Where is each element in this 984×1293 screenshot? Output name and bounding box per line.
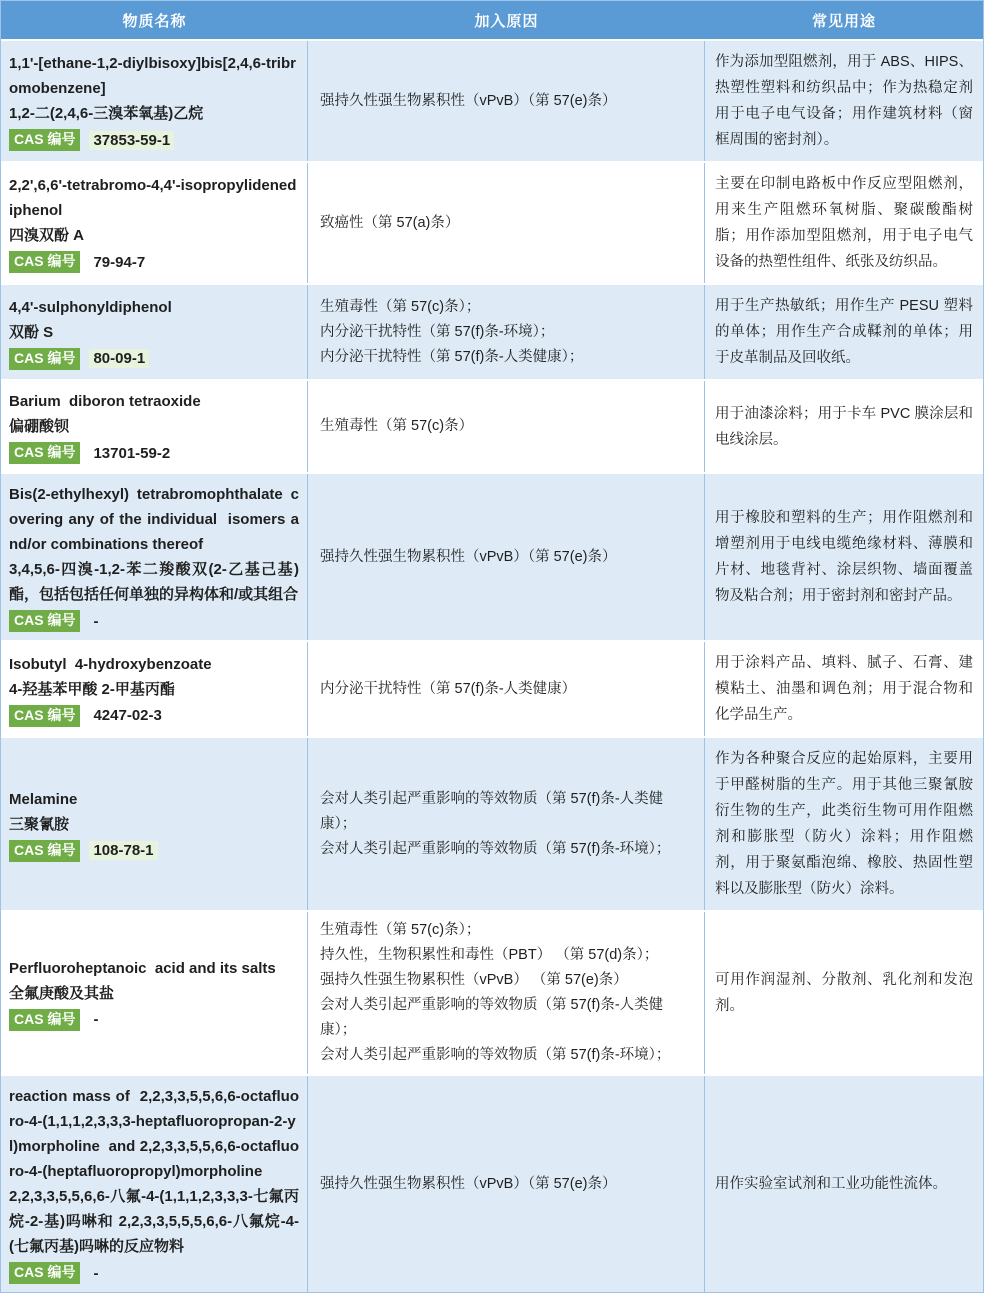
use-cell [705,1076,983,1292]
cas-number: 80-09-1 [89,349,149,368]
header-substance-name: 物质名称 [122,12,187,30]
reason-line: 强持久性强生物累积性（vPvB）（第 57(e)条） [320,1175,617,1192]
reason-cell [308,642,705,736]
use-text: 用于油漆涂料；用于卡车 PVC 膜涂层和电线涂层。 [715,405,973,448]
use-text: 作为添加型阻燃剂，用于 ABS、HIPS、热塑性塑料和纺织品中；作为热稳定剂用于电子电气设备；用作建筑材料（窗框周围的密封剂）。 [715,54,973,148]
substance-name-en: 2,2',6,6'-tetrabromo-4,4'-isopropylidenediphenol [9,177,297,219]
use-text: 用于生产热敏纸；用作生产 PESU 塑料的单体；用作生产合成鞣剂的单体；用于皮革制品及回收纸。 [715,298,973,366]
reason-line: 会对人类引起严重影响的等效物质（第 57(f)条-环境）； [320,1047,671,1063]
cas-label-badge: CAS 编号 [9,348,80,370]
cas-label-badge: CAS 编号 [9,840,80,862]
reason-line: 内分泌干扰特性（第 57(f)条-人类健康） [320,680,577,697]
cas-number: 79-94-7 [93,253,146,271]
table-row [1,163,983,285]
table-row [1,642,983,738]
cas-line [9,1262,299,1284]
reason-line: 强持久性强生物累积性（vPvB） （第 57(e)条） [320,972,628,988]
use-cell [705,474,983,640]
use-cell [705,163,983,283]
reason-line: 致癌性（第 57(a)条） [320,214,460,231]
substance-name-cn: 1,2-二(2,4,6-三溴苯氧基)乙烷 [9,105,204,122]
cas-number: - [93,1011,99,1028]
cas-label-badge: CAS 编号 [9,1009,80,1031]
use-text: 用于橡胶和塑料的生产；用作阻燃剂和增塑剂用于电线电缆绝缘材料、薄膜和片材、地毯背衬、涂层织物、墙面覆盖物及粘合剂；用于密封剂和密封产品。 [715,510,973,604]
cas-label-badge: CAS 编号 [9,610,80,632]
cas-line [9,129,299,151]
table-row [1,41,983,163]
substance-name-cn: 四溴双酚 A [9,227,85,244]
use-cell [705,41,983,161]
reason-line: 强持久性强生物累积性（vPvB）（第 57(e)条） [320,92,617,109]
cas-number: 4247-02-3 [93,707,162,724]
reason-line: 会对人类引起严重影响的等效物质（第 57(f)条-人类健康）； [320,997,664,1038]
substance-name-cell [1,41,308,161]
substance-name-cn: 3,4,5,6-四溴-1,2-苯二羧酸双(2-乙基己基)酯，包括包括任何单独的异构体和/或其组合 [9,561,299,603]
reason-cell [308,474,705,640]
substance-name-cell [1,738,308,910]
table-row [1,285,983,381]
header-common-uses: 常见用途 [811,12,876,30]
use-text: 用于涂料产品、填料、腻子、石膏、建模粘土、油墨和调色剂；用于混合物和化学品生产。 [715,655,973,723]
substance-name-cell [1,1076,308,1292]
header-inclusion-reason: 加入原因 [474,12,539,30]
substance-name-en: Perfluoroheptanoic acid and its salts [9,959,276,977]
substance-name-cell [1,474,308,640]
substance-name-cell [1,285,308,379]
substance-name-cell [1,381,308,472]
reason-line: 生殖毒性（第 57(c)条）； [320,922,481,938]
cas-label-badge: CAS 编号 [9,251,80,273]
cas-line [9,1009,299,1031]
reason-cell [308,738,705,910]
substance-name-en: 4,4'-sulphonyldiphenol [9,298,172,316]
substance-name-en: 1,1'-[ethane-1,2-diylbisoxy]bis[2,4,6-tribromobenzene] [9,55,296,97]
substance-name-en: Isobutyl 4-hydroxybenzoate [9,655,212,673]
substance-name-cn: 2,2,3,3,5,5,6,6-八氟-4-(1,1,1,2,3,3,3-七氟丙烷-2-基)吗啉和 2,2,3,3,5,5,5,6,6-八氟烷-4-(七氟丙基)吗啉的反应物料 [9,1188,299,1255]
substance-name-cn: 偏硼酸钡 [9,418,70,435]
reason-line: 强持久性强生物累积性（vPvB）（第 57(e)条） [320,548,617,565]
table-header-row [1,1,983,41]
reason-cell [308,381,705,472]
use-cell [705,285,983,379]
substance-name-en: reaction mass of 2,2,3,3,5,5,6,6-octafluoro-4-(1,1,1,2,3,3,3-heptafluoropropan-2-yl)morpholine and 2,2,3,3,5,5,6,6-octafluoro-4-(heptafluoropropyl)morpholine [9,1088,299,1180]
reason-line: 生殖毒性（第 57(c)条）； [320,298,481,315]
substance-name-cell [1,642,308,736]
substance-name-cell [1,912,308,1074]
cas-label-badge: CAS 编号 [9,1262,80,1284]
reason-line: 会对人类引起严重影响的等效物质（第 57(f)条-环境）； [320,840,671,857]
reason-line: 内分泌干扰特性（第 57(f)条-人类健康）； [320,348,584,365]
use-text: 可用作润湿剂、分散剂、乳化剂和发泡剂。 [715,972,973,1014]
substance-name-cn: 双酚 S [9,323,54,341]
cas-label-badge: CAS 编号 [9,705,80,727]
substance-name-cn: 全氟庚酸及其盐 [9,984,115,1002]
cas-line [9,610,299,632]
reason-line: 生殖毒性（第 57(c)条） [320,418,474,434]
use-cell [705,381,983,472]
use-text: 作为各种聚合反应的起始原料，主要用于甲醛树脂的生产。用于其他三聚氰胺衍生物的生产，此类衍生物可用作阻燃剂和膨胀型（防火）涂料；用作阻燃剂，用于聚氨酯泡绵、橡胶、热固性塑料以及膨胀型（防火）涂料。 [715,751,973,897]
substance-name-en: Melamine [9,790,78,808]
reason-cell [308,163,705,283]
reason-line: 持久性，生物积累性和毒性（PBT） （第 57(d)条）； [320,947,659,963]
reason-cell [308,1076,705,1292]
cas-number: - [93,612,99,630]
substance-name-cn: 4-羟基苯甲酸 2-甲基丙酯 [9,680,175,698]
cas-label-badge: CAS 编号 [9,442,80,464]
reason-line: 会对人类引起严重影响的等效物质（第 57(f)条-人类健康）； [320,790,664,832]
use-text: 用作实验室试剂和工业功能性流体。 [715,1176,947,1192]
reason-cell [308,912,705,1074]
reason-cell [308,41,705,161]
use-cell [705,642,983,736]
reason-cell [308,285,705,379]
table-row [1,1076,983,1292]
table-row [1,738,983,912]
substance-name-cn: 三聚氰胺 [9,815,70,833]
cas-number: 108-78-1 [89,841,157,860]
cas-number: - [93,1264,99,1282]
table-row [1,912,983,1076]
cas-line [9,348,299,370]
use-cell [705,738,983,910]
table-row [1,474,983,642]
cas-label-badge: CAS 编号 [9,129,80,151]
table-row [1,381,983,474]
cas-line [9,251,299,273]
cas-line [9,442,299,464]
substance-name-en: Bis(2-ethylhexyl) tetrabromophthalate covering any of the individual isomers and/or combinations thereof [9,486,299,553]
use-text: 主要在印制电路板中作反应型阻燃剂，用来生产阻燃环氧树脂、聚碳酸酯树脂；用作添加型阻燃剂，用于电子电气设备的热塑性组件、纸张及纺织品。 [715,176,973,270]
cas-number: 37853-59-1 [89,131,174,150]
substance-name-en: Barium diboron tetraoxide [9,393,201,410]
reason-line: 内分泌干扰特性（第 57(f)条-环境）； [320,323,555,340]
cas-line [9,705,299,727]
cas-number: 13701-59-2 [93,444,171,462]
use-cell [705,912,983,1074]
cas-line [9,840,299,862]
substance-name-cell [1,163,308,283]
